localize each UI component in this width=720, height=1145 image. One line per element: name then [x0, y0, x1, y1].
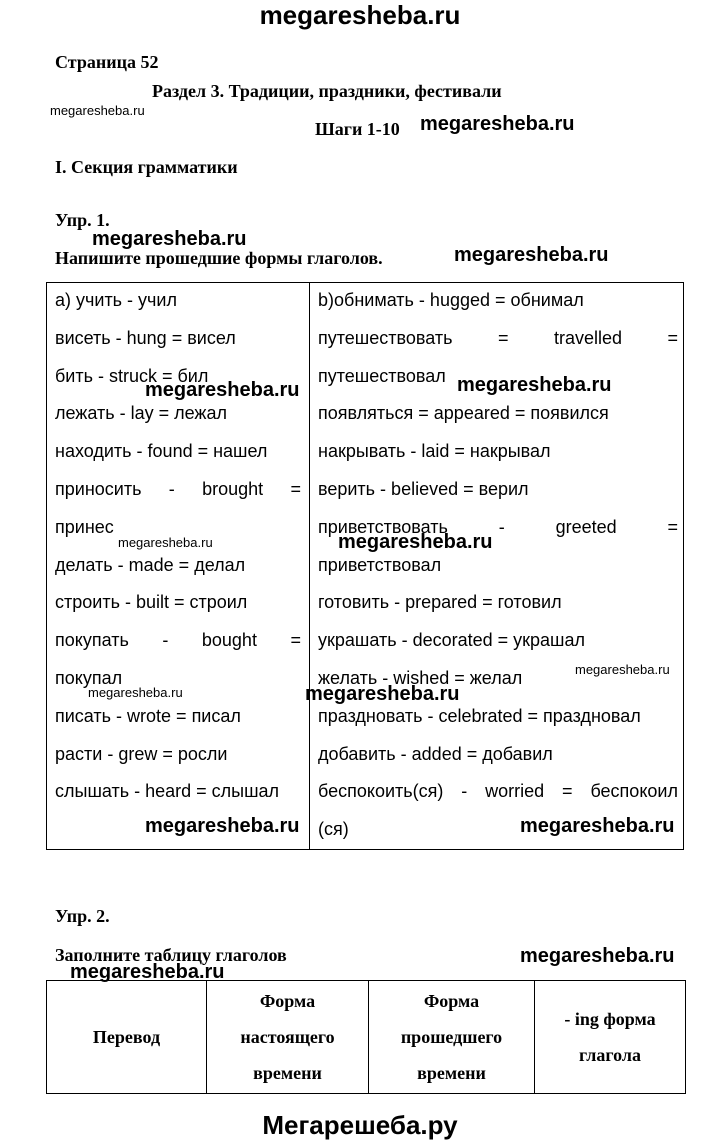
table-line	[318, 780, 678, 802]
table-line	[318, 327, 678, 349]
section-title: Раздел 3. Традиции, праздники, фестивали	[152, 81, 502, 101]
watermark: megaresheba.ru	[305, 683, 460, 705]
ex1-label: Упр. 1.	[55, 210, 110, 230]
table-line-word: travelled	[553, 327, 622, 348]
table-line: появляться = appeared = появился	[318, 403, 609, 424]
table-divider	[309, 283, 310, 849]
table-line-word: -	[162, 630, 169, 651]
ex2-label: Упр. 2.	[55, 906, 110, 926]
watermark: megaresheba.ru	[88, 685, 183, 700]
watermark: megaresheba.ru	[145, 379, 300, 401]
table-line-word: bought	[201, 630, 257, 651]
table-line: (ся)	[318, 819, 349, 840]
table-line-word: покупать	[55, 630, 129, 651]
watermark: megaresheba.ru	[145, 815, 300, 837]
site-footer[interactable]: Мегарешеба.ру	[262, 1110, 458, 1140]
watermark: megaresheba.ru	[92, 228, 247, 250]
table-line: b)обнимать - hugged = обнимал	[318, 290, 584, 310]
watermark: megaresheba.ru	[520, 945, 675, 967]
table-line: приветствовал	[318, 554, 442, 575]
table-line: праздновать - celebrated = праздновал	[318, 705, 641, 726]
table-line: бить - struck = бил	[55, 365, 209, 386]
table-line	[55, 478, 301, 500]
header-present-form: Форма настоящего времени	[207, 981, 369, 1093]
verb-forms-table	[46, 282, 684, 850]
table-line: верить - believed = верил	[318, 479, 529, 499]
table-line: желать - wished = желал	[318, 668, 523, 688]
table-line-word: -	[498, 516, 505, 537]
watermark: megaresheba.ru	[457, 374, 612, 396]
header-ing-form: - ing форма глагола	[564, 1009, 656, 1065]
header-past-form: Форма прошедшего времени	[369, 981, 535, 1093]
table-line	[55, 629, 301, 651]
table-line-word: =	[290, 479, 301, 499]
table-line-word: приносить	[55, 479, 142, 499]
table-line: принес	[55, 516, 114, 537]
table-line: покупал	[55, 668, 123, 688]
table-line: путешествовал	[318, 365, 446, 386]
table-line: висеть - hung = висел	[55, 327, 236, 348]
ex2-instruction: Заполните таблицу глаголов	[55, 945, 287, 965]
table-line-word: путешествовать	[318, 327, 453, 348]
watermark: megaresheba.ru	[454, 244, 609, 266]
grammar-section-title: I. Секция грамматики	[55, 157, 238, 177]
watermark: megaresheba.ru	[70, 961, 225, 983]
table-line: а) учить - учил	[55, 290, 177, 310]
table-line: украшать - decorated = украшал	[318, 630, 585, 651]
table-line-word: =	[290, 630, 301, 651]
verb-form-table	[46, 980, 686, 1094]
table-line: строить - built = строил	[55, 592, 248, 613]
table-line-word: -	[461, 781, 468, 802]
table-line-word: беспокоил	[590, 781, 678, 802]
table-line-word: greeted	[555, 516, 617, 537]
table-line-word: =	[667, 516, 678, 537]
table-line-word: приветствовать	[318, 516, 448, 537]
ex1-instruction: Напишите прошедшие формы глаголов.	[55, 248, 383, 268]
table-line-word: brought	[202, 479, 264, 499]
table-line: накрывать - laid = накрывал	[318, 441, 551, 462]
table-line-word: worried	[485, 781, 545, 802]
table-line-word: -	[168, 479, 175, 499]
table-line: добавить - added = добавил	[318, 743, 553, 764]
page-label: Страница 52	[55, 52, 159, 72]
site-header[interactable]: megaresheba.ru	[259, 0, 461, 30]
table-line: писать - wrote = писал	[55, 705, 241, 726]
steps-label: Шаги 1-10	[315, 119, 400, 139]
table-line: находить - found = нашел	[55, 441, 268, 462]
table-line-word: =	[497, 327, 509, 348]
watermark: megaresheba.ru	[420, 113, 575, 135]
table-line-word: =	[562, 781, 573, 802]
table-line: расти - grew = росли	[55, 743, 228, 764]
watermark: megaresheba.ru	[520, 815, 675, 837]
watermark: megaresheba.ru	[338, 531, 493, 553]
watermark: megaresheba.ru	[575, 662, 670, 677]
table-line: слышать - heard = слышал	[55, 781, 280, 802]
header-translation: Перевод	[47, 981, 207, 1093]
table-line: делать - made = делал	[55, 554, 246, 575]
table-line-word: =	[667, 327, 678, 348]
table-line: готовить - prepared = готовил	[318, 592, 562, 613]
table-line-word: беспокоить(ся)	[318, 781, 444, 802]
watermark: megaresheba.ru	[118, 535, 213, 550]
watermark: megaresheba.ru	[50, 103, 145, 118]
table-line: лежать - lay = лежал	[55, 403, 227, 424]
